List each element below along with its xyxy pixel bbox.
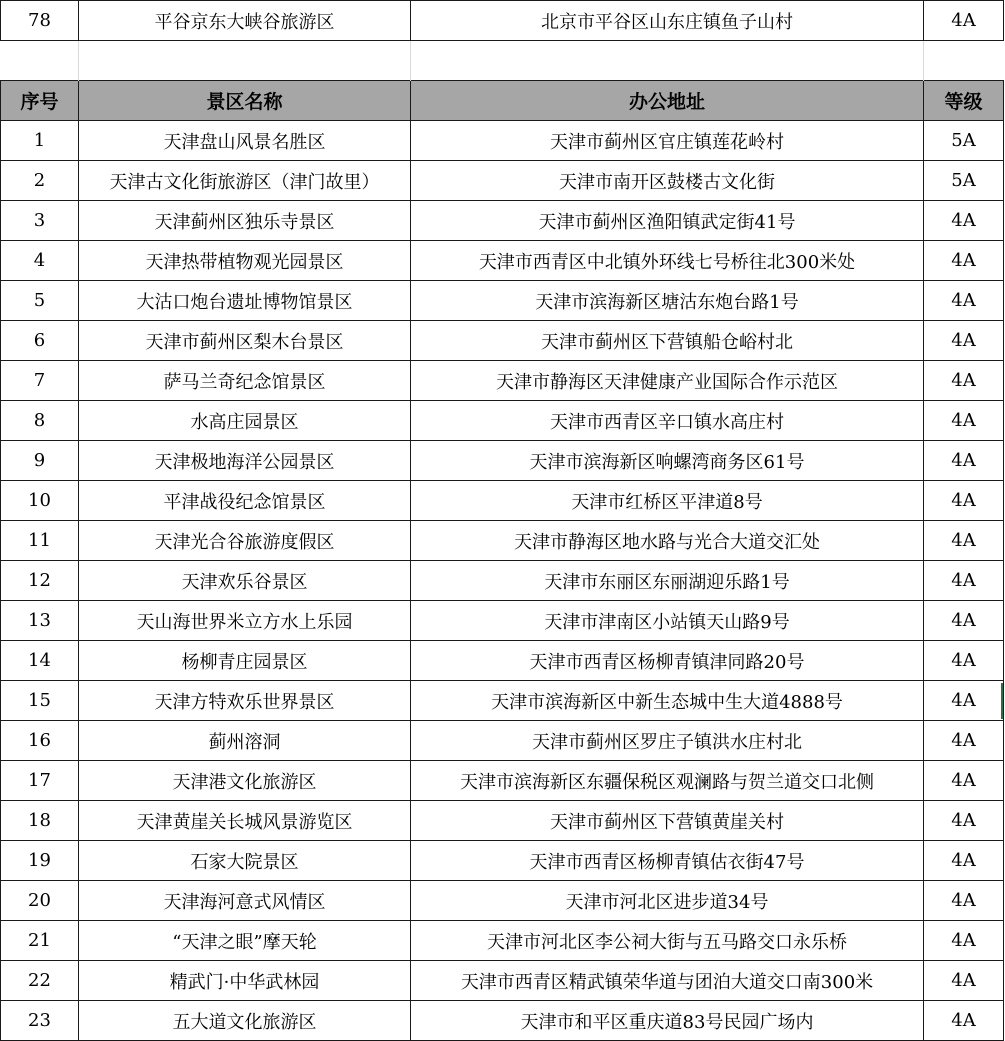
cell-address[interactable]: 天津市蓟州区下营镇黄崖关村 <box>411 801 924 841</box>
empty-cell[interactable] <box>924 41 1004 81</box>
cell-grade[interactable]: 4A <box>924 961 1004 1001</box>
header-row <box>1 81 1004 121</box>
cell-address[interactable]: 北京市平谷区山东庄镇鱼子山村 <box>411 1 924 41</box>
cell-grade[interactable]: 4A <box>924 601 1004 641</box>
cell-num[interactable]: 3 <box>1 201 79 241</box>
cell-num[interactable]: 1 <box>1 121 79 161</box>
cell-address[interactable]: 天津市静海区天津健康产业国际合作示范区 <box>411 361 924 401</box>
table-row <box>1 721 1004 761</box>
cell-grade[interactable]: 4A <box>924 521 1004 561</box>
cell-num[interactable]: 21 <box>1 921 79 961</box>
header-name[interactable]: 景区名称 <box>79 81 411 121</box>
cell-grade[interactable]: 4A <box>924 241 1004 281</box>
cell-address[interactable]: 天津市静海区地水路与光合大道交汇处 <box>411 521 924 561</box>
cell-address[interactable]: 天津市西青区杨柳青镇估衣街47号 <box>411 841 924 881</box>
cell-name[interactable]: 天津市蓟州区梨木台景区 <box>79 321 411 361</box>
cell-name[interactable]: 天津盘山风景名胜区 <box>79 121 411 161</box>
cell-name[interactable]: 萨马兰奇纪念馆景区 <box>79 361 411 401</box>
cell-address[interactable]: 天津市西青区辛口镇水高庄村 <box>411 401 924 441</box>
table-row <box>1 881 1004 921</box>
table-row <box>1 161 1004 201</box>
cell-address[interactable]: 天津市蓟州区下营镇船仓峪村北 <box>411 321 924 361</box>
cell-name[interactable]: 石家大院景区 <box>79 841 411 881</box>
cell-address[interactable]: 天津市滨海新区响螺湾商务区61号 <box>411 441 924 481</box>
cell-grade[interactable]: 4A <box>924 841 1004 881</box>
cell-num[interactable]: 2 <box>1 161 79 201</box>
cell-address[interactable]: 天津市南开区鼓楼古文化街 <box>411 161 924 201</box>
table-row <box>1 681 1004 721</box>
cell-address[interactable]: 天津市和平区重庆道83号民园广场内 <box>411 1001 924 1041</box>
cell-address[interactable]: 天津市西青区中北镇外环线七号桥往北300米处 <box>411 241 924 281</box>
cell-num[interactable]: 14 <box>1 641 79 681</box>
cell-grade[interactable]: 4A <box>924 281 1004 321</box>
cell-num[interactable]: 17 <box>1 761 79 801</box>
cell-num[interactable]: 5 <box>1 281 79 321</box>
cell-num[interactable]: 12 <box>1 561 79 601</box>
cell-num[interactable]: 8 <box>1 401 79 441</box>
cell-name[interactable]: 天津热带植物观光园景区 <box>79 241 411 281</box>
cell-num[interactable]: 20 <box>1 881 79 921</box>
cell-name[interactable]: “天津之眼”摩天轮 <box>79 921 411 961</box>
table-row <box>1 121 1004 161</box>
cell-name[interactable]: 天山海世界米立方水上乐园 <box>79 601 411 641</box>
cell-name[interactable]: 天津黄崖关长城风景游览区 <box>79 801 411 841</box>
table-row <box>1 241 1004 281</box>
cell-name[interactable]: 精武门·中华武林园 <box>79 961 411 1001</box>
table-row <box>1 481 1004 521</box>
cell-grade[interactable]: 4A <box>924 801 1004 841</box>
header-num[interactable]: 序号 <box>1 81 79 121</box>
cell-num[interactable]: 23 <box>1 1001 79 1041</box>
empty-cell[interactable] <box>1 41 79 81</box>
cell-grade[interactable]: 4A <box>924 201 1004 241</box>
table-row <box>1 521 1004 561</box>
table-row-top <box>1 1 1004 41</box>
cell-name[interactable]: 杨柳青庄园景区 <box>79 641 411 681</box>
cell-name[interactable]: 平津战役纪念馆景区 <box>79 481 411 521</box>
cell-num[interactable]: 11 <box>1 521 79 561</box>
cell-address[interactable]: 天津市滨海新区东疆保税区观澜路与贺兰道交口北侧 <box>411 761 924 801</box>
cell-grade[interactable]: 5A <box>924 161 1004 201</box>
cell-num[interactable]: 4 <box>1 241 79 281</box>
table-row <box>1 321 1004 361</box>
cell-grade[interactable]: 4A <box>924 561 1004 601</box>
cell-num[interactable]: 13 <box>1 601 79 641</box>
cell-grade[interactable]: 4A <box>924 441 1004 481</box>
cell-grade[interactable]: 5A <box>924 121 1004 161</box>
cell-address[interactable]: 天津市蓟州区官庄镇莲花岭村 <box>411 121 924 161</box>
cell-name[interactable]: 天津方特欢乐世界景区 <box>79 681 411 721</box>
cell-address[interactable]: 天津市蓟州区渔阳镇武定街41号 <box>411 201 924 241</box>
cell-grade[interactable]: 4A <box>924 401 1004 441</box>
cell-num[interactable]: 18 <box>1 801 79 841</box>
cell-grade[interactable]: 4A <box>924 681 1004 721</box>
cell-num[interactable]: 19 <box>1 841 79 881</box>
cell-selection-edge <box>1001 683 1003 719</box>
cell-name[interactable]: 平谷京东大峡谷旅游区 <box>79 1 411 41</box>
cell-address[interactable]: 天津市津南区小站镇天山路9号 <box>411 601 924 641</box>
cell-grade[interactable]: 4A <box>924 1 1004 41</box>
cell-grade[interactable]: 4A <box>924 721 1004 761</box>
cell-address[interactable]: 天津市河北区李公祠大街与五马路交口永乐桥 <box>411 921 924 961</box>
cell-name[interactable]: 天津极地海洋公园景区 <box>79 441 411 481</box>
header-grade[interactable]: 等级 <box>924 81 1004 121</box>
cell-address[interactable]: 天津市西青区杨柳青镇津同路20号 <box>411 641 924 681</box>
table-row <box>1 921 1004 961</box>
cell-address[interactable]: 天津市蓟州区罗庄子镇洪水庄村北 <box>411 721 924 761</box>
cell-name[interactable]: 蓟州溶洞 <box>79 721 411 761</box>
cell-grade[interactable]: 4A <box>924 1001 1004 1041</box>
cell-num[interactable]: 10 <box>1 481 79 521</box>
cell-grade[interactable]: 4A <box>924 361 1004 401</box>
table-row <box>1 641 1004 681</box>
cell-grade[interactable]: 4A <box>924 881 1004 921</box>
cell-num[interactable]: 16 <box>1 721 79 761</box>
cell-address[interactable]: 天津市东丽区东丽湖迎乐路1号 <box>411 561 924 601</box>
table-row <box>1 801 1004 841</box>
cell-name[interactable]: 水高庄园景区 <box>79 401 411 441</box>
cell-num[interactable]: 6 <box>1 321 79 361</box>
cell-num[interactable]: 15 <box>1 681 79 721</box>
cell-name[interactable]: 天津光合谷旅游度假区 <box>79 521 411 561</box>
cell-name[interactable]: 天津海河意式风情区 <box>79 881 411 921</box>
empty-cell[interactable] <box>79 41 411 81</box>
cell-address[interactable]: 天津市红桥区平津道8号 <box>411 481 924 521</box>
cell-name[interactable]: 天津蓟州区独乐寺景区 <box>79 201 411 241</box>
cell-grade[interactable]: 4A <box>924 641 1004 681</box>
cell-name[interactable]: 天津港文化旅游区 <box>79 761 411 801</box>
table-row <box>1 961 1004 1001</box>
table-row <box>1 281 1004 321</box>
cell-num[interactable]: 7 <box>1 361 79 401</box>
cell-address[interactable]: 天津市滨海新区中新生态城中生大道4888号 <box>411 681 924 721</box>
table-row <box>1 441 1004 481</box>
table-row <box>1 401 1004 441</box>
table-row <box>1 201 1004 241</box>
cell-name[interactable]: 五大道文化旅游区 <box>79 1001 411 1041</box>
cell-grade[interactable]: 4A <box>924 321 1004 361</box>
table-row <box>1 561 1004 601</box>
cell-grade[interactable]: 4A <box>924 921 1004 961</box>
empty-row <box>1 41 1004 81</box>
cell-name[interactable]: 大沽口炮台遗址博物馆景区 <box>79 281 411 321</box>
table-row <box>1 761 1004 801</box>
table-row <box>1 841 1004 881</box>
empty-cell[interactable] <box>411 41 924 81</box>
cell-grade[interactable]: 4A <box>924 761 1004 801</box>
table-row <box>1 361 1004 401</box>
cell-address[interactable]: 天津市西青区精武镇荣华道与团泊大道交口南300米 <box>411 961 924 1001</box>
cell-address[interactable]: 天津市河北区进步道34号 <box>411 881 924 921</box>
cell-num[interactable]: 22 <box>1 961 79 1001</box>
cell-num[interactable]: 78 <box>1 1 79 41</box>
cell-name[interactable]: 天津欢乐谷景区 <box>79 561 411 601</box>
table-row <box>1 601 1004 641</box>
cell-num[interactable]: 9 <box>1 441 79 481</box>
cell-grade[interactable]: 4A <box>924 481 1004 521</box>
header-address[interactable]: 办公地址 <box>411 81 924 121</box>
table-row <box>1 1001 1004 1041</box>
cell-name[interactable]: 天津古文化街旅游区（津门故里） <box>79 161 411 201</box>
cell-address[interactable]: 天津市滨海新区塘沽东炮台路1号 <box>411 281 924 321</box>
